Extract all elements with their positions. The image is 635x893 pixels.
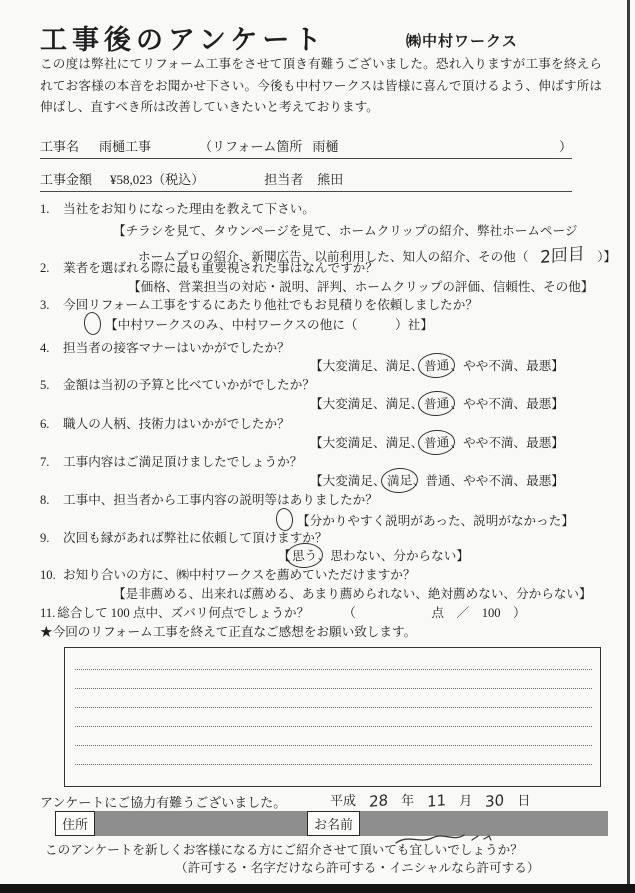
question-7-text: 工事内容はご満足頂けましたでしょうか？ xyxy=(63,455,303,469)
contact-fields-row xyxy=(55,811,608,836)
thanks-text: アンケートにご協力有難うございました。 xyxy=(40,795,287,810)
question-6: 6. 職人の人柄、技術力はいかがでしたか？ xyxy=(40,417,290,431)
location-suffix: ） xyxy=(558,139,572,154)
page-title: 工事後のアンケート xyxy=(40,25,327,55)
permission-options: （許可する・名字だけなら許可する・イニシャルなら許可する） xyxy=(175,861,540,875)
circled-answer-q5: 普通 xyxy=(418,390,456,417)
question-1-number: 1. xyxy=(40,202,50,216)
question-3-text: 今回リフォーム工事をするにあたり他社でもお見積りを依頼しましたか？ xyxy=(63,298,478,312)
name-label: お名前 xyxy=(307,811,360,836)
staff-label: 担当者 xyxy=(264,172,304,187)
address-label: 住所 xyxy=(55,811,95,836)
question-10: 10. お知り合いの方に、㈱中村ワークスを薦めていただけますか？ xyxy=(40,568,416,582)
question-5-options: 【大変満足、満足、普通、やや不満、最悪】 xyxy=(310,393,564,412)
question-5: 5. 金額は当初の予算と比べていかがでしたか？ xyxy=(40,378,315,392)
comment-ruled-line xyxy=(75,688,592,689)
intro-paragraph: この度は弊社にてリフォーム工事をさせて頂き有難うございました。恐れ入りますが工事を終えられてお客様の本音をお聞かせ下さい。今後も中村ワークスは皆様に喜んで頂けるよう、伸ばす所は伸ばし、直すべき所は改善していきたいと考えております。 xyxy=(40,57,602,114)
project-label: 工事名 xyxy=(40,139,80,154)
question-8: 8. 工事中、担当者から工事内容の説明等はありましたか？ xyxy=(40,493,378,507)
comment-ruled-line xyxy=(75,764,592,765)
handwritten-day: 30 xyxy=(485,791,505,811)
circled-answer-q7: 満足 xyxy=(380,467,418,494)
question-9: 9. 次回も縁があれば弊社に依頼して頂けますか？ xyxy=(40,531,328,545)
circled-answer-q9: 思う xyxy=(285,542,323,569)
handwritten-year: 28 xyxy=(368,791,389,811)
question-1-text: 当社をお知りになった理由を教えて下さい。 xyxy=(63,202,315,216)
scan-edge-artifact-right xyxy=(627,0,630,893)
company-name: ㈱中村ワークス xyxy=(406,34,518,50)
amount-line xyxy=(40,169,572,192)
amount-label: 工事金額 xyxy=(40,172,93,187)
question-6-text: 職人の人柄、技術力はいかがでしたか？ xyxy=(63,417,290,431)
question-4: 4. 担当者の接客マナーはいかがでしたか？ xyxy=(40,341,290,355)
question-9-options: 【思う、思わない、分からない】 xyxy=(278,545,469,564)
question-9-text: 次回も縁があれば弊社に依頼して頂けますか？ xyxy=(63,531,328,545)
handwritten-month: 11 xyxy=(427,791,447,811)
comment-ruled-line xyxy=(75,707,592,708)
question-3-options: 【中村ワークスのみ、中村ワークスの他に（ ）社】 xyxy=(84,312,433,335)
project-value: 雨樋工事 xyxy=(99,139,152,154)
question-2: 2. 業者を選ばれる際に最も重要視された事はなんですか？ xyxy=(40,261,378,275)
question-4-text: 担当者の接客マナーはいかがでしたか？ xyxy=(63,341,290,355)
address-redaction xyxy=(95,811,307,836)
staff-value: 熊田 xyxy=(317,172,344,187)
location-prefix: （リフォーム箇所 xyxy=(199,139,303,154)
comment-ruled-line xyxy=(75,669,592,670)
question-7: 7. 工事内容はご満足頂けましたでしょうか？ xyxy=(40,455,303,469)
score-blank: （ 点 ／ 100 ） xyxy=(343,606,526,620)
month-label: 月 xyxy=(459,793,473,808)
feedback-prompt: ★今回のリフォーム工事を終えて正直なご感想をお願い致します。 xyxy=(40,625,417,639)
question-1 xyxy=(40,198,315,217)
question-11-text: 総合して 100 点中、ズバリ何点でしょうか？ xyxy=(57,606,310,620)
question-2-options: 【価格、営業担当の対応・説明、評判、ホームクリップの評価、信頼性、その他】 xyxy=(128,280,594,294)
project-name-line xyxy=(40,136,572,159)
day-label: 日 xyxy=(517,793,531,808)
date-line xyxy=(330,790,530,810)
handwritten-circle-mark-q3 xyxy=(83,311,102,336)
question-10-text: お知り合いの方に、㈱中村ワークスを薦めていただけますか？ xyxy=(63,568,416,582)
location-value: 雨樋 xyxy=(312,139,339,154)
question-1-options-line2: ホームプロの紹介、新聞広告、以前利用した、知人の紹介、その他（ 2回目 ）】 xyxy=(138,241,616,266)
question-7-options: 【大変満足、満足、普通、やや不満、最悪】 xyxy=(310,470,564,489)
era-label: 平成 xyxy=(330,793,357,808)
circled-answer-q6: 普通 xyxy=(418,429,456,456)
handwritten-answer-q1: 2回目 xyxy=(540,244,586,269)
comment-ruled-line xyxy=(75,745,592,746)
year-label: 年 xyxy=(401,793,415,808)
question-4-options: 【大変満足、満足、普通、やや不満、最悪】 xyxy=(310,355,564,374)
amount-value: ¥58,023（税込） xyxy=(110,172,205,187)
question-10-options: 【是非薦める、出来れば薦める、あまり薦められない、絶対薦めない、分からない】 xyxy=(113,587,592,601)
question-3: 3. 今回リフォーム工事をするにあたり他社でもお見積りを依頼しましたか？ xyxy=(40,298,478,312)
question-6-options: 【大変満足、満足、普通、やや不満、最悪】 xyxy=(310,432,564,451)
comment-box xyxy=(64,647,601,787)
question-8-options: 【分かりやすく説明があった、説明がなかった】 xyxy=(276,508,574,531)
permission-question: このアンケートを新しくお客様になる方にご紹介させて頂いても宜しいでしょうか？ xyxy=(45,843,523,857)
comment-ruled-line xyxy=(75,726,592,727)
question-11: 11. 総合して 100 点中、ズバリ何点でしょうか？ （ 点 ／ 100 ） xyxy=(40,606,526,620)
question-2-text: 業者を選ばれる際に最も重要視された事はなんですか？ xyxy=(63,261,378,275)
circled-answer-q4: 普通 xyxy=(418,352,456,379)
question-1-options-line1: 【チラシを見て、タウンページを見て、ホームクリップの紹介、弊社ホームページ xyxy=(113,224,578,238)
question-5-text: 金額は当初の予算と比べていかがでしたか？ xyxy=(63,378,315,392)
question-8-text: 工事中、担当者から工事内容の説明等はありましたか？ xyxy=(63,493,378,507)
scan-edge-artifact-bottom xyxy=(0,884,635,893)
